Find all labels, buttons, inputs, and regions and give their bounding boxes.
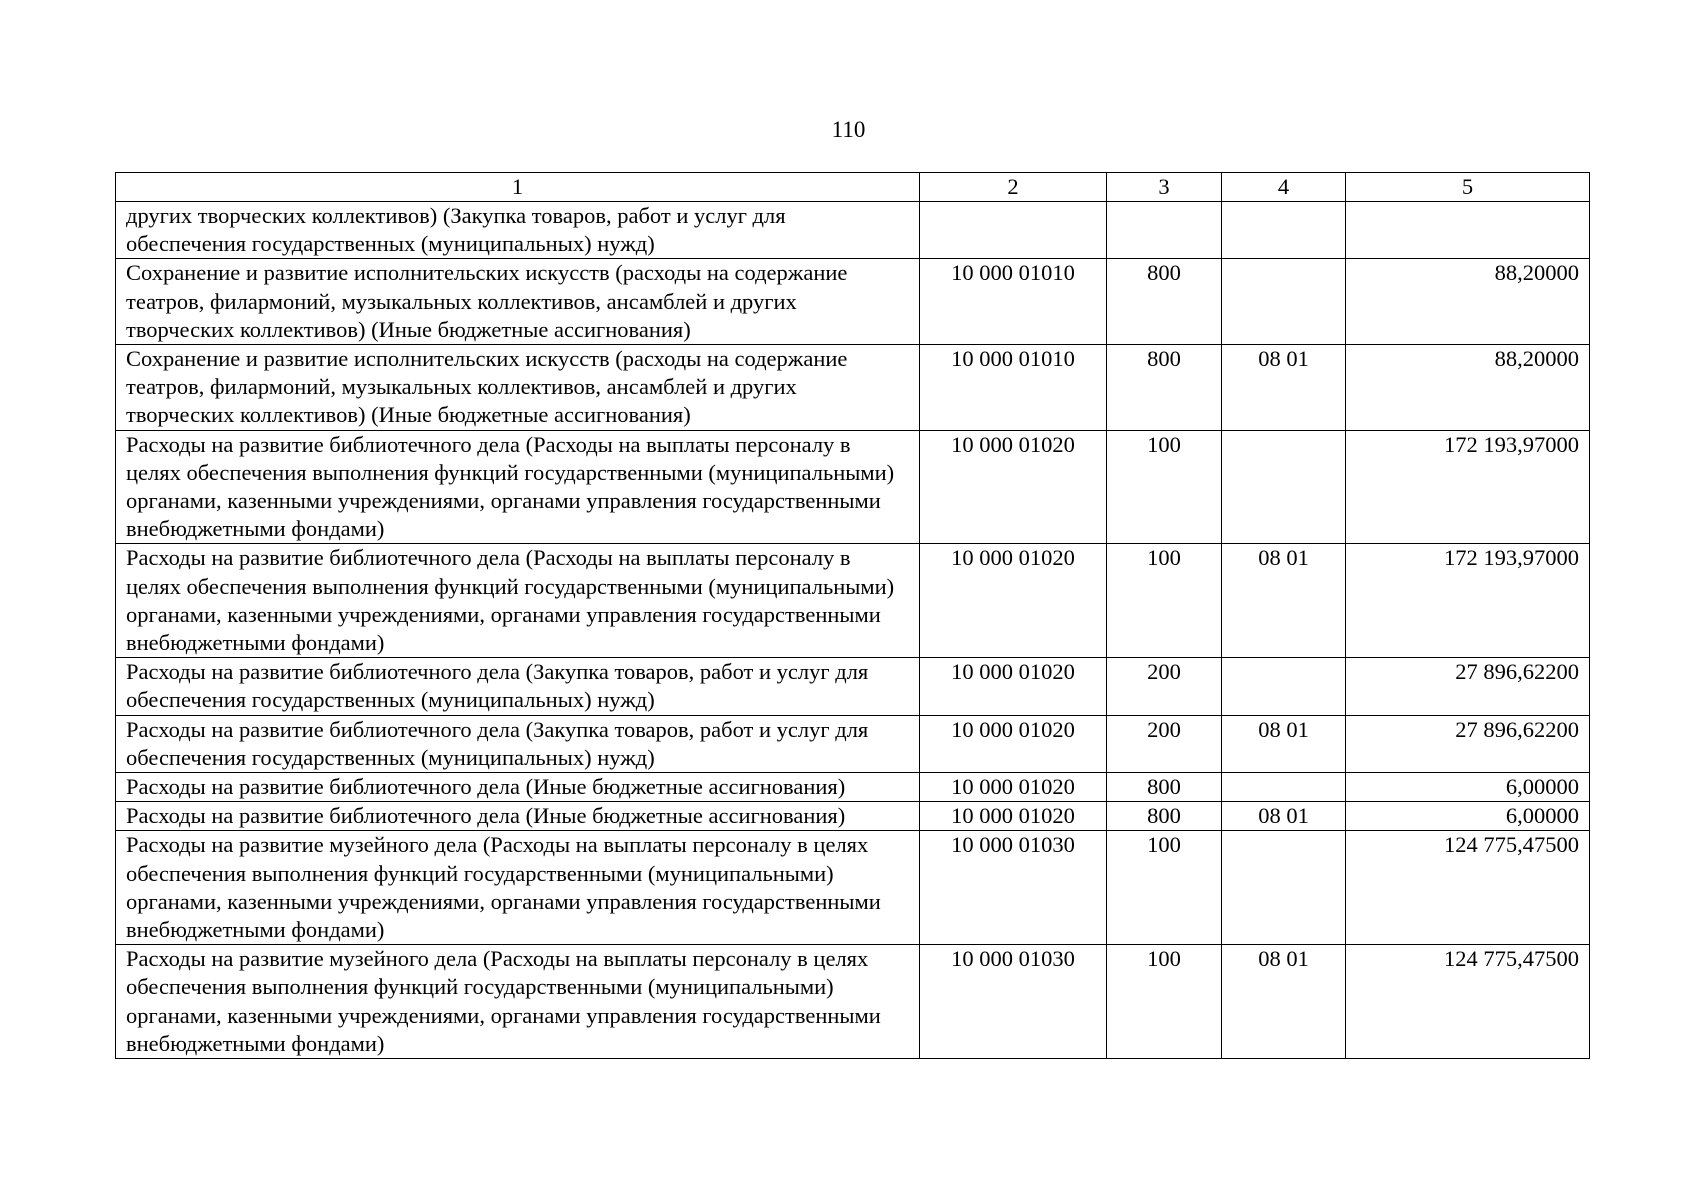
amount-cell: 88,20000 — [1346, 259, 1590, 345]
section-cell — [1222, 658, 1346, 715]
target-code-cell: 10 000 01030 — [920, 945, 1107, 1059]
table-row — [116, 658, 1590, 715]
amount-cell: 172 193,97000 — [1346, 544, 1590, 658]
table-row — [116, 345, 1590, 431]
amount-cell: 124 775,47500 — [1346, 831, 1590, 945]
column-header-3: 3 — [1107, 173, 1222, 202]
column-header-2: 2 — [920, 173, 1107, 202]
expense-type-cell: 800 — [1107, 773, 1222, 802]
section-cell: 08 01 — [1222, 715, 1346, 772]
target-code-cell: 10 000 01010 — [920, 259, 1107, 345]
table-row — [116, 202, 1590, 259]
expense-name-cell: других творческих коллективов) (Закупка товаров, работ и услуг для обеспечения государственных (муниципальных) нужд) — [116, 202, 920, 259]
target-code-cell: 10 000 01020 — [920, 802, 1107, 831]
expense-type-cell: 800 — [1107, 259, 1222, 345]
table-row — [116, 802, 1590, 831]
header-row — [116, 173, 1590, 202]
table-body — [116, 202, 1590, 1059]
table-row — [116, 544, 1590, 658]
expense-name-cell: Расходы на развитие музейного дела (Расходы на выплаты персоналу в целях обеспечения выполнения функций государственными (муниципальными) органами, казенными учреждениями, органами управления государственными внебюджетными фондами) — [116, 831, 920, 945]
section-cell — [1222, 202, 1346, 259]
expense-name-cell: Расходы на развитие библиотечного дела (Расходы на выплаты персоналу в целях обеспечения выполнения функций государственными (муниципальными) органами, казенными учреждениями, органами управления государственными внебюджетными фондами) — [116, 430, 920, 544]
column-header-4: 4 — [1222, 173, 1346, 202]
expense-type-cell: 200 — [1107, 715, 1222, 772]
amount-cell: 88,20000 — [1346, 345, 1590, 431]
section-cell — [1222, 773, 1346, 802]
section-cell: 08 01 — [1222, 345, 1346, 431]
table-row — [116, 715, 1590, 772]
target-code-cell: 10 000 01020 — [920, 715, 1107, 772]
expense-type-cell: 100 — [1107, 544, 1222, 658]
target-code-cell: 10 000 01020 — [920, 658, 1107, 715]
amount-cell: 6,00000 — [1346, 773, 1590, 802]
budget-table — [115, 172, 1590, 1059]
expense-type-cell: 100 — [1107, 831, 1222, 945]
target-code-cell: 10 000 01030 — [920, 831, 1107, 945]
amount-cell: 124 775,47500 — [1346, 945, 1590, 1059]
expense-name-cell: Расходы на развитие музейного дела (Расходы на выплаты персоналу в целях обеспечения выполнения функций государственными (муниципальными) органами, казенными учреждениями, органами управления государственными внебюджетными фондами) — [116, 945, 920, 1059]
column-header-5: 5 — [1346, 173, 1590, 202]
table-row — [116, 430, 1590, 544]
expense-type-cell: 800 — [1107, 345, 1222, 431]
expense-type-cell: 800 — [1107, 802, 1222, 831]
page-number: 110 — [831, 117, 866, 142]
target-code-cell: 10 000 01020 — [920, 773, 1107, 802]
expense-name-cell: Сохранение и развитие исполнительских искусств (расходы на содержание театров, филармоний, музыкальных коллективов, ансамблей и других творческих коллективов) (Иные бюджетные ассигнования) — [116, 345, 920, 431]
table-row — [116, 831, 1590, 945]
section-cell: 08 01 — [1222, 802, 1346, 831]
target-code-cell: 10 000 01020 — [920, 430, 1107, 544]
section-cell: 08 01 — [1222, 945, 1346, 1059]
expense-type-cell: 100 — [1107, 945, 1222, 1059]
table-row — [116, 945, 1590, 1059]
expense-name-cell: Расходы на развитие библиотечного дела (Закупка товаров, работ и услуг для обеспечения государственных (муниципальных) нужд) — [116, 658, 920, 715]
expense-name-cell: Расходы на развитие библиотечного дела (Иные бюджетные ассигнования) — [116, 773, 920, 802]
amount-cell: 6,00000 — [1346, 802, 1590, 831]
expense-type-cell: 200 — [1107, 658, 1222, 715]
target-code-cell — [920, 202, 1107, 259]
amount-cell — [1346, 202, 1590, 259]
column-header-1: 1 — [116, 173, 920, 202]
expense-name-cell: Расходы на развитие библиотечного дела (Иные бюджетные ассигнования) — [116, 802, 920, 831]
target-code-cell: 10 000 01010 — [920, 345, 1107, 431]
expense-name-cell: Расходы на развитие библиотечного дела (Закупка товаров, работ и услуг для обеспечения государственных (муниципальных) нужд) — [116, 715, 920, 772]
amount-cell: 27 896,62200 — [1346, 715, 1590, 772]
amount-cell: 172 193,97000 — [1346, 430, 1590, 544]
section-cell — [1222, 430, 1346, 544]
expense-type-cell — [1107, 202, 1222, 259]
section-cell: 08 01 — [1222, 544, 1346, 658]
expense-name-cell: Сохранение и развитие исполнительских искусств (расходы на содержание театров, филармоний, музыкальных коллективов, ансамблей и других творческих коллективов) (Иные бюджетные ассигнования) — [116, 259, 920, 345]
section-cell — [1222, 259, 1346, 345]
table-row — [116, 259, 1590, 345]
table-row — [116, 773, 1590, 802]
amount-cell: 27 896,62200 — [1346, 658, 1590, 715]
expense-name-cell: Расходы на развитие библиотечного дела (Расходы на выплаты персоналу в целях обеспечения выполнения функций государственными (муниципальными) органами, казенными учреждениями, органами управления государственными внебюджетными фондами) — [116, 544, 920, 658]
table-header — [116, 173, 1590, 202]
section-cell — [1222, 831, 1346, 945]
target-code-cell: 10 000 01020 — [920, 544, 1107, 658]
expense-type-cell: 100 — [1107, 430, 1222, 544]
